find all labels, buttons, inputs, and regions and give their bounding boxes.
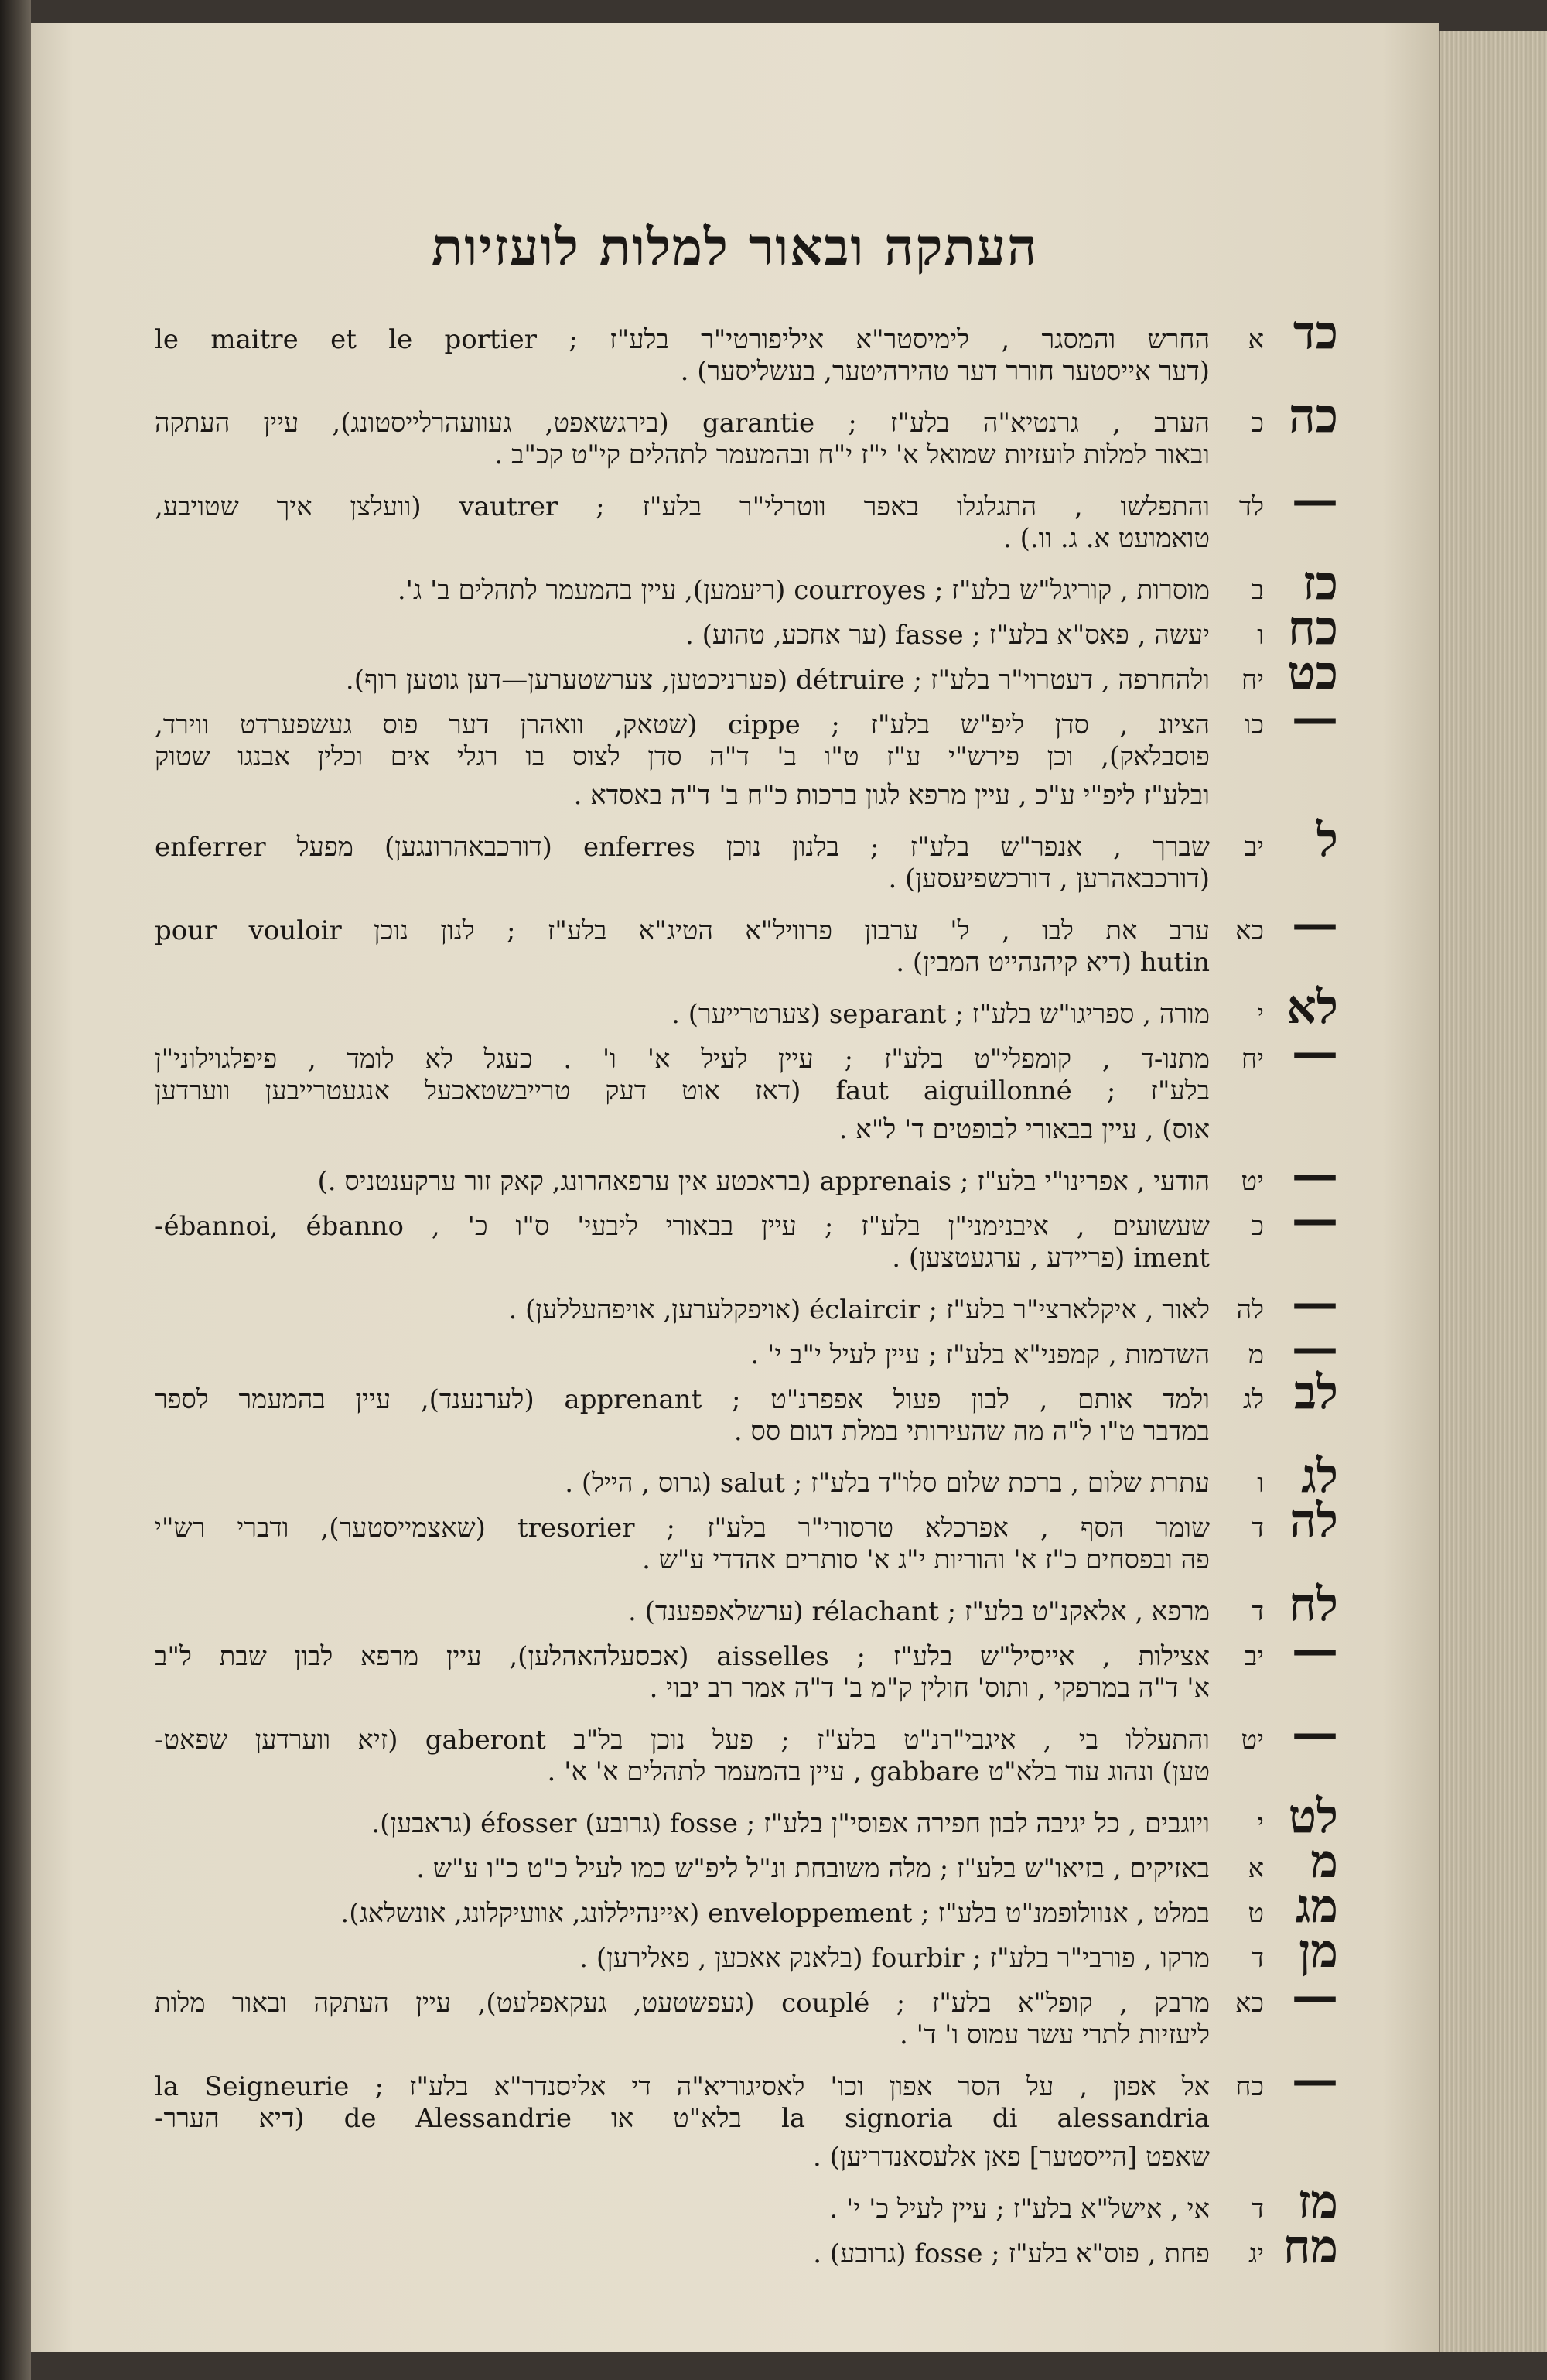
chapter-number: מז <box>1297 2175 1338 2229</box>
entry-line <box>155 1321 1338 1375</box>
chapter-number: — <box>1292 1192 1338 1246</box>
entry-line <box>155 737 1338 776</box>
entry <box>155 306 1338 391</box>
entry-line <box>155 436 1338 474</box>
chapter-number: — <box>1292 1276 1338 1330</box>
entry-text: החרש והמסגר , לימיסטר"א איליפורטי"ר בלע"ז ; le maitre et le portier <box>155 324 1210 355</box>
chapter-number: — <box>1292 1147 1338 1202</box>
entry-text: ובלע"ז ליפ"י ע"כ , עיין מרפא לגון ברכות כ"ח ב' ד"ה באסדא . <box>573 780 1210 811</box>
chapter-number: מ <box>1310 1835 1338 1889</box>
entry-text: hutin (דיא קיהנהייט המבין) . <box>896 947 1210 978</box>
entry-text: שברך , אנפר"ש בלע"ז ; בלנון נוכן enferres (דורכבאהרונגען) מפעל enferrer <box>155 832 1210 863</box>
entry <box>155 1025 1338 1149</box>
entry <box>155 2053 1338 2177</box>
entry <box>155 556 1338 610</box>
verse-number: ב <box>1251 575 1264 606</box>
entry-line <box>155 1578 1338 1632</box>
entry-text: יעשה , פאס"א בלע"ז ; fasse (ער אחכע, טהוע) . <box>685 620 1210 651</box>
entry-text: פוסבלאק), וכן פירש"י ע"ז ט"ו ב' ד"ה סדן לצוס בו רגלי אים וכלין אבנגו שטוק <box>155 741 1210 772</box>
chapter-number: לט <box>1288 1790 1338 1844</box>
entries-list <box>155 306 1338 2274</box>
entry-line <box>155 1366 1338 1420</box>
entry-text: והתפלשו , התגלגלו באפר ווטרלי"ר בלע"ז ; vautrer (וועלצן איך שטויבע, <box>155 491 1210 522</box>
entry-line <box>155 2175 1338 2229</box>
entry <box>155 1969 1338 2054</box>
entry-line <box>155 2053 1338 2107</box>
entry-text: עתרת שלום , ברכת שלום סלו"ד בלע"ז ; salut (גרוס , הייל) . <box>565 1468 1210 1499</box>
verse-number: כ <box>1251 408 1264 439</box>
book-page <box>31 23 1439 2352</box>
verse-number: כו <box>1244 710 1264 740</box>
verse-number: יח <box>1241 1044 1264 1075</box>
entry-line <box>155 1790 1338 1844</box>
entry-text: שאפט [הייסטער] פאן אלעסאנדריען) . <box>813 2142 1210 2173</box>
verse-number: לג <box>1242 1384 1264 1415</box>
entry-text: ולמד אותם , לבון פעול אפפרנ"ט ; apprenant (לערנענד), עיין בהמעמר לספר <box>155 1384 1210 1415</box>
entry-text: (דער אייסטער חורר דער טהירהיטער, בעשליסער) . <box>680 356 1210 387</box>
entry-line <box>155 1025 1338 1079</box>
entry <box>155 646 1338 700</box>
entry-text: iment (פריידע , ערגעטצען) . <box>892 1243 1210 1274</box>
entry-line <box>155 897 1338 951</box>
page-title: העתקה ובאור למלות לועזיות <box>431 217 1039 277</box>
entry <box>155 1366 1338 1451</box>
verse-number: י <box>1257 1808 1264 1839</box>
entry <box>155 897 1338 982</box>
entry-line <box>155 943 1338 982</box>
entry <box>155 1449 1338 1503</box>
chapter-number: לה <box>1289 1494 1338 1548</box>
entry-line <box>155 1835 1338 1889</box>
entry-line <box>155 1239 1338 1277</box>
entry-text: הודעי , אפרינו"י בלע"ז ; apprenais (בראכטע אין ערפאהרונג, קאק זור ערקענטניס .) <box>317 1166 1210 1197</box>
verse-number: לד <box>1238 491 1264 522</box>
entry-line <box>155 1494 1338 1548</box>
entry-text: מרבק , קופל"א בלע"ז ; couplé (געפשטעט, געקאפלעט), עיין העתקה ובאור מלות <box>155 1988 1210 2019</box>
entry-text: פה ובפסחים כ"ז א' והוריות י"ג א' סותרים אהדדי ע"ש . <box>642 1544 1210 1575</box>
entry-line <box>155 860 1338 898</box>
entry-line <box>155 1753 1338 1791</box>
entry <box>155 980 1338 1034</box>
chapter-number: מח <box>1282 2220 1338 2274</box>
entry-text: מוסרות , קוריגל"ש בלע"ז ; courroyes (ריעמען), עיין בהמעמר לתהלים ב' ג'. <box>397 575 1210 606</box>
entry <box>155 1879 1338 1934</box>
entry-text: ובאור למלות לועזיות שמואל א' י"ז י"ח ובהמעמר לתהלים קי"ט קכ"ב . <box>494 439 1210 470</box>
entry <box>155 813 1338 898</box>
entry-text: הציונ , סדן ליפ"ש בלע"ז ; cippe (שטאק, וואהרן דער פוס געשפערדט ווירד, <box>155 710 1210 740</box>
verse-number: ט <box>1248 1898 1264 1929</box>
entry-line <box>155 473 1338 527</box>
entry-text: שעשועים , איבנימני"ן בלע"ז ; עיין בבאורי ליבעי' ס"ו כ' , ébannoi, ébanno- <box>155 1211 1210 1242</box>
entry-line <box>155 1669 1338 1708</box>
entry-line <box>155 1147 1338 1202</box>
chapter-number: — <box>1292 691 1338 745</box>
entry-text: באזיקים , בזיאו"ש בלע"ז ; מלה משובחת ונ"ל ליפ"ש כמו לעיל כ"ט כ"ו ע"ש . <box>416 1853 1210 1884</box>
chapter-number: — <box>1292 1321 1338 1375</box>
chapter-number: כח <box>1288 601 1338 655</box>
entry-line <box>155 1449 1338 1503</box>
entry <box>155 1578 1338 1632</box>
entry-line <box>155 306 1338 360</box>
entry-line <box>155 389 1338 443</box>
entry-text: במדבר ט"ו ל"ה מה שהעירותי במלת דגום סס . <box>733 1416 1210 1447</box>
entry <box>155 1924 1338 1978</box>
entry-line <box>155 813 1338 867</box>
entry-line <box>155 646 1338 700</box>
entry-text: מרפא , אלאקנ"ט בלע"ז ; rélachant (ערשלאפפענד) . <box>627 1596 1210 1627</box>
entry <box>155 473 1338 558</box>
entry-text: ולהחרפה , דעטרוי"ר בלע"ז ; détruire (פערניכטען, צערשטערען—דען גוטען רוף). <box>345 665 1210 696</box>
entry-text: ליעזיות לתרי עשר עמוס ו' ד' . <box>900 2019 1210 2050</box>
entry <box>155 1790 1338 1844</box>
entry <box>155 1494 1338 1579</box>
entry <box>155 1706 1338 1791</box>
chapter-number: — <box>1292 1969 1338 2023</box>
chapter-number: כה <box>1289 389 1338 443</box>
entry-text: לאור , איקלארצי"ר בלע"ז ; éclaircir (אויפקלערען, אויפהעללען) . <box>508 1294 1210 1325</box>
verse-number: יט <box>1241 1166 1264 1197</box>
entry-text: טען) ונהוג עוד בלא"ט gabbare , עיין בהמעמר לתהלים א' א' . <box>547 1756 1210 1787</box>
chapter-number: — <box>1292 1706 1338 1760</box>
entry-text: מרקו , פורבי"ר בלע"ז ; fourbir (בלאנק אאכען , פאלירען) . <box>579 1943 1210 1974</box>
entry-line <box>155 1110 1338 1149</box>
entry-line <box>155 519 1338 558</box>
entry <box>155 2220 1338 2274</box>
entry-line <box>155 1541 1338 1579</box>
entry-text: אוס) , עיין בבאורי לבופטים ד' ל"א . <box>838 1114 1210 1145</box>
chapter-number: — <box>1292 897 1338 951</box>
entry-line <box>155 980 1338 1034</box>
entry-text: אל אפון , על הסר אפון וכו' לאסיגוריא"ה די אליסנדר"א בלע"ז ; la Seigneurie <box>155 2071 1210 2102</box>
chapter-number: מן <box>1299 1924 1338 1978</box>
entry-line <box>155 1969 1338 2023</box>
chapter-number: לח <box>1289 1578 1338 1632</box>
entry-text: שומר הסף , אפרכלא טרסורי"ר בלע"ז ; tresorier (שאצמייסטער), ודברי רש"י <box>155 1513 1210 1544</box>
entry <box>155 1192 1338 1277</box>
entry-text: אצילות , אייסיל"ש בלע"ז ; aisselles (אכסעלהאהלען), עיין מרפא לבון שבת ל"ב <box>155 1641 1210 1672</box>
verse-number: כא <box>1235 1988 1264 2019</box>
entry-line <box>155 1412 1338 1451</box>
chapter-number: — <box>1292 1025 1338 1079</box>
verse-number: י <box>1257 999 1264 1030</box>
verse-number: יט <box>1241 1725 1264 1756</box>
entry-line <box>155 691 1338 745</box>
entry <box>155 2175 1338 2229</box>
chapter-number: — <box>1292 473 1338 527</box>
verse-number: ד <box>1251 2194 1264 2224</box>
entry-line <box>155 2016 1338 2054</box>
verse-number: יח <box>1241 665 1264 696</box>
entry-text: אי , אישל"א בלע"ז ; עיין לעיל כ' י' . <box>829 2194 1210 2224</box>
entry-text: la signoria di alessandria בלא"ט או de Alessandrie (דיא הערר- <box>155 2103 1210 2134</box>
verse-number: כא <box>1235 915 1264 946</box>
entry-text: בלע"ז ; faut aiguillonné (דאז אוט דעק טרייבשטאכעל אנגעטרייבען ווערדען <box>155 1075 1210 1106</box>
entry-text: טואמועט א. ג. וו.) . <box>1002 523 1210 554</box>
entry-text: א' ד"ה במרפקי , ותוס' חולין ק"מ ב' ד"ה אמר רב יבוי . <box>649 1673 1210 1704</box>
entry <box>155 601 1338 655</box>
entry <box>155 389 1338 474</box>
entry-text: במלט , אנוולופמנ"ט בלע"ז ; enveloppement (איינהיללונג, אוועיקלונג, אונשלאג). <box>340 1898 1210 1929</box>
verse-number: ד <box>1251 1596 1264 1627</box>
entry-line <box>155 556 1338 610</box>
entry-line <box>155 601 1338 655</box>
chapter-number: לב <box>1294 1366 1338 1420</box>
entry-text: הערב , גרנטיא"ה בלע"ז ; garantie (בירגשאפט, געוועהרלייסטונג), עיין העתקה <box>155 408 1210 439</box>
entry <box>155 1276 1338 1330</box>
chapter-number: לא <box>1286 980 1338 1034</box>
verse-number: א <box>1248 1853 1264 1884</box>
book-spine-left <box>0 0 31 2380</box>
entry-line <box>155 352 1338 391</box>
verse-number: ד <box>1251 1513 1264 1544</box>
chapter-number: ל <box>1316 813 1338 867</box>
chapter-number: כט <box>1287 646 1338 700</box>
chapter-number: כז <box>1302 556 1338 610</box>
entry-line <box>155 2099 1338 2138</box>
chapter-number: מג <box>1295 1879 1338 1934</box>
verse-number: כח <box>1235 2071 1264 2102</box>
entry-line <box>155 2138 1338 2177</box>
entry-line <box>155 1192 1338 1246</box>
verse-number: כ <box>1251 1211 1264 1242</box>
verse-number: א <box>1248 324 1264 355</box>
chapter-number: — <box>1292 2053 1338 2107</box>
entry-line <box>155 1623 1338 1677</box>
verse-number: ד <box>1251 1943 1264 1974</box>
entry-line <box>155 1879 1338 1934</box>
page-edge-stack <box>1439 31 1547 2352</box>
verse-number: לה <box>1236 1294 1264 1325</box>
entry-text: השדמות , קמפני"א בלע"ז ; עיין לעיל י"ב י' . <box>750 1339 1210 1370</box>
chapter-number: — <box>1292 1623 1338 1677</box>
verse-number: יב <box>1244 1641 1264 1672</box>
chapter-number: כד <box>1293 306 1338 360</box>
entry-line <box>155 1276 1338 1330</box>
verse-number: יב <box>1244 832 1264 863</box>
entry <box>155 691 1338 815</box>
entry-text: והתעללו בי , איגבי"רנ"ט בלע"ז ; פעל נוכן בל"ב gaberont (זיא ווערדען שפאט- <box>155 1725 1210 1756</box>
entry-line <box>155 776 1338 815</box>
verse-number: יג <box>1248 2238 1264 2269</box>
entry-line <box>155 2220 1338 2274</box>
entry-text: מתנו-ד , קומפלי"ט בלע"ז ; עיין לעיל א' ו' . כעגל לא לומד , פיפלגוילוני"ן <box>155 1044 1210 1075</box>
entry-line <box>155 1924 1338 1978</box>
verse-number: מ <box>1248 1339 1264 1370</box>
verse-number: ו <box>1257 620 1264 651</box>
entry-text: פחת , פוס"א בלע"ז ; fosse (גרובע) . <box>813 2238 1210 2269</box>
entry <box>155 1835 1338 1889</box>
chapter-number: לג <box>1301 1449 1338 1503</box>
entry-line <box>155 1072 1338 1110</box>
entry-text: מורה , ספריגו"ש בלע"ז ; separant (צערטרייער) . <box>671 999 1210 1030</box>
entry-text: (דורכבאהרען , דורכשפיעסען) . <box>888 863 1210 894</box>
entry <box>155 1147 1338 1202</box>
entry-line <box>155 1706 1338 1760</box>
entry <box>155 1623 1338 1708</box>
entry-text: ויוגבים , כל יגיבה לבון חפירה אפוסי"ן בלע"ז ; fosse (גרובע) éfosser (גראבען). <box>371 1808 1210 1839</box>
entry-text: ערב את לבו , ל' ערבון פרוויל"א הטיג"א בלע"ז ; לנון נוכן pour vouloir <box>155 915 1210 946</box>
entry <box>155 1321 1338 1375</box>
verse-number: ו <box>1257 1468 1264 1499</box>
